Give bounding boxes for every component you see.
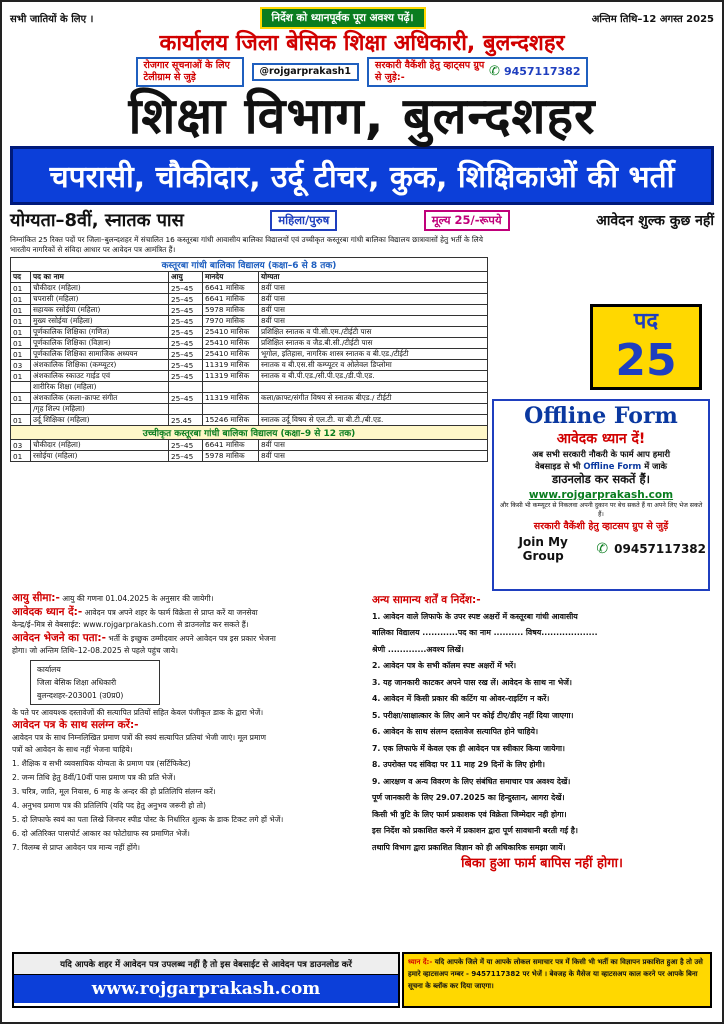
table-cell: [259, 382, 488, 393]
table-row: [11, 360, 488, 371]
list-item: 1. आवेदन वाले लिफाफे के उपर स्पष्ट अक्षरों में कस्तूरबा गांधी आवासीय: [372, 611, 578, 621]
send-text1: भर्ती के इच्छुक उम्मीदवार अपने आवेदन पत्र इस प्रकार भेजना: [108, 633, 276, 643]
docs-intro1: आवेदन पत्र के साथ निम्नलिखित प्रमाण पत्रों की स्वयं सत्यापित प्रतियां भेजी जाएं। मूल प्रमाण: [12, 732, 266, 742]
list-item: 7. विलम्ब से प्राप्त आवेदन पत्र मान्य नहीं होंगे।: [12, 842, 141, 852]
telegram-label: रोजगार सूचनाओं के लिए टेलीग्राम से जुड़े: [143, 60, 230, 83]
offline-tiny: और किसी भी कम्प्यूटर से निकलवा अपनी दुकान पर बेच सकते हैं या अपने लिए भेज सकते हैं।: [499, 502, 703, 518]
table-cell: 01: [11, 305, 31, 316]
table-cell: 25–45: [169, 305, 203, 316]
gender-tag: महिला/पुरुष: [270, 210, 337, 231]
age-text: आयु की गणना 01.04.2025 के अनुसार की जायेगी।: [62, 594, 214, 603]
table-row: [11, 338, 488, 349]
list-item: 9. आरक्षण व अन्य विवरण के लिए संबंधित समाचार पत्र अवश्य देखें।: [372, 776, 571, 786]
list-item: 1. शैक्षिक व सभी व्यवसायिक योग्यता के प्रमाण पत्र (सर्टिफिकेट): [12, 758, 191, 768]
table-cell: 25410 मासिक: [203, 349, 259, 360]
col-header: पद: [11, 272, 31, 283]
addr-line: कार्यालय: [37, 664, 61, 674]
table-cell: चौकीदार (महिला): [31, 440, 169, 451]
col-header: आयु: [169, 272, 203, 283]
table-cell: [169, 404, 203, 415]
table-cell: 25–45: [169, 294, 203, 305]
table-cell: 6641 मासिक: [203, 283, 259, 294]
footer-url[interactable]: www.rojgarprakash.com: [14, 975, 398, 1003]
intro-text: निम्नांकित 25 रिक्त पदों पर जिला–बुलन्दशहर में संचालित 16 कस्तूरबा गांधी आवासीय बालिका विद्यालयों एवं उच्चीकृत कस्तूरबा गांधी बालिका विद्यालय छात्रावासों हेतु भर्ती के लिये भारतीय नागरिकों से संविदा आधार पर आवेदन पत्र आमंत्रित हैं।: [10, 235, 483, 254]
offline-whatsapp: सरकारी वैकेंशी हेतु व्हाटसप ग्रुप से जुड़ें: [533, 521, 669, 532]
table-row: [11, 349, 488, 360]
post-count-box: [590, 304, 702, 390]
list-item: 7. एक लिफाफे में केवल एक ही आवेदन पत्र स्वीकार किया जायेगा।: [372, 743, 565, 753]
conditions-list: [372, 609, 712, 857]
address-box: [30, 660, 160, 705]
table-cell: 01: [11, 451, 31, 462]
list-item: 6. दो अतिरिक्त पासपोर्ट आकार का फोटोग्राफ स्व प्रमाणित भेजें।: [12, 828, 190, 838]
table-row: [11, 404, 488, 415]
conditions-title: अन्य सामान्य शर्तें व निर्देश:-: [372, 594, 481, 606]
table-cell: 01: [11, 393, 31, 404]
no-return-notice: बिका हुआ फार्म बापिस नहीं होगा।: [461, 856, 623, 871]
table-row: [11, 283, 488, 294]
table-cell: सहायक रसोईया (महिला): [31, 305, 169, 316]
offline-line1: अब सभी सरकारी नौकरी के फार्म आप हमारी: [531, 449, 671, 459]
table-cell: स्नातक उर्दू विषय से एल.टी. या बी.टी./बी.एड.: [259, 415, 488, 426]
top-bar: [10, 6, 714, 30]
table-cell: स्नातक व बी.एस.सी कम्प्यूटर व ओलेवल डिप्लोमा: [259, 360, 488, 371]
table-cell: 6641 मासिक: [203, 294, 259, 305]
table-cell: 7970 मासिक: [203, 316, 259, 327]
table-cell: 03: [11, 440, 31, 451]
table-cell: पूर्णकालिक शिक्षिका सामाजिक अध्ययन: [31, 349, 169, 360]
table-cell: अंशकालिक (कला–क्राफ्ट संगीत: [31, 393, 169, 404]
table-row: [11, 415, 488, 426]
table-row: [11, 451, 488, 462]
table-cell: 03: [11, 360, 31, 371]
whatsapp-label: सरकारी वैकेंशी हेतु व्हाट्सप ग्रुप से जुड़े:-: [375, 60, 485, 83]
docs-label: आवेदन पत्र के साथ सलंग्न करें:-: [12, 719, 139, 731]
table-cell: 25–45: [169, 360, 203, 371]
whatsapp-number: 9457117382: [503, 65, 581, 78]
list-item: किसी भी त्रुटि के लिए फार्म प्रकाशक एवं विक्रेता जिम्मेदार नही होगा।: [372, 809, 567, 819]
table-cell: 25–45: [169, 393, 203, 404]
offline-line2a: वेबसाइड से भी: [535, 461, 584, 471]
qualification: योग्यता–8वीं, स्नातक पास: [10, 210, 184, 231]
table-cell: 11319 मासिक: [203, 393, 259, 404]
table-row: [11, 316, 488, 327]
offline-line2b: Offline Form: [583, 461, 642, 471]
table-cell: शारीरिक शिक्षा (महिला): [31, 382, 169, 393]
table-cell: चौकीदार (महिला): [31, 283, 169, 294]
table-cell: 25.45: [169, 415, 203, 426]
list-item: 2. जन्म तिथि हेतु 8वीं/10वीं पास प्रमाण पत्र की प्रति भेजें।: [12, 772, 176, 782]
offline-attention: आवेदक ध्यान दें!: [556, 431, 646, 447]
col-header: योग्यता: [259, 272, 488, 283]
table-cell: पूर्णकालिक शिक्षिका (विज्ञान): [31, 338, 169, 349]
attn-text1: आवेदन पत्र अपने शहर के फार्म विक्रेता से प्राप्त करें या जनसेवा: [84, 607, 258, 617]
table-cell: पूर्णकालिक शिक्षिका (गणित): [31, 327, 169, 338]
posts-banner: चपरासी, चौकीदार, उर्दू टीचर, कुक, शिक्षिकाओं की भर्ती: [10, 146, 714, 205]
table-cell: 11319 मासिक: [203, 360, 259, 371]
post-count-number: 25: [615, 335, 677, 386]
list-item: 3. यह जानकारी काटकर अपने पास रख लें। आवेदन के साथ ना भेजें।: [372, 677, 572, 687]
table-cell: स्नातक व बी.पी.एड./सी.पी.एड./डी.पी.एड.: [259, 371, 488, 382]
table-cell: 11319 मासिक: [203, 371, 259, 382]
list-item: 2. आवेदन पत्र के सभी कॉलम स्पष्ट अक्षरों में भरें।: [372, 661, 517, 670]
list-item: 5. दो लिफाफे स्वयं का पता लिखे जिनपर स्पीड पोस्ट के निर्धारित शुल्क के डाक टिकट लगे हों भेजें।: [12, 814, 284, 824]
table-cell: 25–45: [169, 327, 203, 338]
for-all-castes: सभी जातियों के लिए ।: [10, 14, 94, 25]
docs-intro2: पत्रों को आवेदन के साथ नहीं भेजना चाहिये।: [12, 745, 133, 754]
department-title: शिक्षा विभाग, बुलन्दशहर: [128, 87, 596, 145]
table1-title: कस्तूरबा गांधी बालिका विद्यालय (कक्षा–6 से 8 तक): [11, 258, 488, 272]
table-cell: प्रशिक्षित स्नातक व जैड.बी.सी./टीईटी पास: [259, 338, 488, 349]
left-column: [12, 592, 364, 873]
col-header: मानदेय: [203, 272, 259, 283]
table-row: [11, 393, 488, 404]
age-label: आयु सीमा:-: [12, 592, 60, 604]
table2-title: उच्चीकृत कस्तूरबा गांधी बालिका विद्यालय (कक्षा–9 से 12 तक): [11, 426, 488, 440]
list-item: 6. आवेदन के साथ संलग्न दस्तावेज सत्यापित होने चाहिये।: [372, 727, 539, 736]
table-cell: 01: [11, 283, 31, 294]
table-cell: कला/क्राफ्ट/संगीत विषय से स्नातक बीएड./ टीईटी: [259, 393, 488, 404]
table2-body: [11, 440, 488, 462]
table-cell: 15246 मासिक: [203, 415, 259, 426]
list-item: 4. अनुभव प्रमाण पत्र की प्रतिलिपि (यदि पद हेतु अनुभव जरूरी हो तो): [12, 800, 206, 810]
telegram-handle[interactable]: @rojgarprakash1: [252, 63, 360, 81]
table-cell: [203, 404, 259, 415]
footer-notice-label: ध्यान दें:-: [408, 958, 433, 966]
table-row: [11, 382, 488, 393]
table-cell: भूगोल, इतिहास, नागरिक शास्त्र स्नातक व बी.एड./टीईटी: [259, 349, 488, 360]
table-cell: [259, 404, 488, 415]
last-date: अन्तिम तिथि–12 अगस्त 2025: [591, 14, 714, 25]
table-cell: 8वीं पास: [259, 305, 488, 316]
table-cell: चपरासी (महिला): [31, 294, 169, 305]
offline-title: Offline Form: [524, 403, 678, 429]
right-column: [372, 592, 712, 873]
read-instructions-banner: निर्देश को ध्यानपूर्वक पूरा अवश्य पढ़ें।: [260, 7, 426, 29]
post-count-label: पद: [633, 309, 659, 334]
offline-line2c: में जाके: [641, 461, 667, 471]
table-cell: 25–45: [169, 316, 203, 327]
offline-download: डाउनलोड कर सकतें हैं।: [552, 472, 650, 486]
table-cell: 25410 मासिक: [203, 327, 259, 338]
table-cell: 01: [11, 415, 31, 426]
table-row: [11, 294, 488, 305]
table-cell: 8वीं पास: [259, 283, 488, 294]
table-cell: 5978 मासिक: [203, 451, 259, 462]
table-cell: [11, 382, 31, 393]
table-cell: 01: [11, 371, 31, 382]
table-cell: 25–45: [169, 371, 203, 382]
list-item: तथापि विभाग द्वारा प्रकाशित विज्ञान को ही अधिकारिक समझा जायें।: [372, 842, 566, 852]
offline-join[interactable]: Join My Group: [518, 535, 568, 563]
footer-download: [12, 952, 400, 1008]
list-item: इस निर्देश को प्रकाशित करने में प्रकाशन द्वारा पूर्ण सावधानी बरती गई है।: [372, 826, 578, 835]
table-cell: [203, 382, 259, 393]
list-item: श्रेणी .............अवश्य लिखें।: [372, 644, 464, 654]
table-cell: 01: [11, 349, 31, 360]
whatsapp-icon: ✆: [596, 541, 609, 557]
table-cell: 8वीं पास: [259, 316, 488, 327]
table-cell: 25410 मासिक: [203, 338, 259, 349]
list-item: 5. परीक्षा/साक्षात्कार के लिए आने पर कोई टीए/डीए नहीं दिया जाएगा।: [372, 710, 574, 720]
offline-form-box: [492, 399, 710, 591]
table-cell: मुख्य रसोईया (महिला): [31, 316, 169, 327]
table-cell: 25–45: [169, 338, 203, 349]
list-item: 8. उपरोक्त पद संविदा पर 11 माह 29 दिनों के लिए होगी।: [372, 760, 545, 769]
table1-body: [11, 283, 488, 426]
table-cell: 01: [11, 316, 31, 327]
list-item: बालिका विद्यालय ............पद का नाम .......... विषय...................: [372, 628, 598, 637]
whatsapp-box[interactable]: [367, 57, 588, 87]
send-text2: होगा। जो अन्तिम तिथि–12-08.2025 से पहले पहुंच जाये।: [12, 646, 178, 655]
footer-notice: [402, 952, 712, 1008]
send-label: आवेदन भेजने का पता:-: [12, 631, 106, 644]
table-cell: 8वीं पास: [259, 451, 488, 462]
fee-text: आवेदन शुल्क कुछ नहीं: [596, 212, 714, 229]
telegram-box[interactable]: [136, 57, 244, 87]
table-cell: 01: [11, 327, 31, 338]
table-cell: [169, 382, 203, 393]
table-cell: /गृह शिल्प (महिला): [31, 404, 169, 415]
table-row: [11, 371, 488, 382]
price-tag: मूल्य 25/-रूपये: [424, 210, 510, 231]
table-cell: [11, 404, 31, 415]
table-cell: 25–45: [169, 451, 203, 462]
table-cell: 25–45: [169, 283, 203, 294]
table-row: [11, 305, 488, 316]
table-header: [11, 272, 488, 283]
docs-list: [12, 757, 364, 855]
addr-line: जिला बेसिक शिक्षा अधिकारी: [37, 677, 117, 687]
addr-line: बुलन्दशहर-203001 (उ0प्र0): [37, 690, 124, 700]
attn-label: आवेदक ध्यान दें:-: [12, 605, 83, 618]
list-item: 3. चरित्र, जाति, मूल निवास, 6 माह के अन्दर की हो प्रतिलिपि संलग्न करें।: [12, 786, 216, 796]
table-row: [11, 327, 488, 338]
table-cell: उर्दू शिक्षिका (महिला): [31, 415, 169, 426]
posts-table: [10, 257, 488, 462]
office-title: कार्यालय जिला बेसिक शिक्षा अधिकारी, बुलन्दशहर: [159, 31, 565, 56]
table-cell: 5978 मासिक: [203, 305, 259, 316]
table-cell: 01: [11, 294, 31, 305]
offline-number: 09457117382: [614, 542, 706, 556]
offline-url[interactable]: www.rojgarprakash.com: [528, 489, 674, 501]
table-cell: 25–45: [169, 349, 203, 360]
table-cell: 6641 मासिक: [203, 440, 259, 451]
col-header: पद का नाम: [31, 272, 169, 283]
list-item: पूर्ण जानकारी के लिए 29.07.2025 का हिन्दुस्तान, आगरा देखें।: [372, 793, 565, 802]
whatsapp-icon: ✆: [489, 64, 500, 79]
table-cell: 8वीं पास: [259, 440, 488, 451]
qualification-row: [10, 205, 714, 235]
send-after: के पते पर आवयश्क दस्तावेजों की सत्यापित प्रतियों सहित केवल पंजीकृत डाक के द्वारा भेजें।: [12, 707, 264, 717]
table-cell: 25–45: [169, 440, 203, 451]
list-item: 4. आवेदन में किसी प्रकार की कटिंग या ओवर-राइटिंग न करें।: [372, 694, 550, 703]
offline-line2: [496, 460, 706, 472]
footer-line1: यदि आपके शहर में आवेदन पत्र उपलब्ध नहीं है तो इस वेबसाईट से आवेदन पत्र डाउनलोड करें: [14, 954, 398, 975]
table-row: [11, 440, 488, 451]
offline-join-row: [496, 535, 706, 563]
table-cell: 01: [11, 338, 31, 349]
table-cell: रसोईया (महिला): [31, 451, 169, 462]
social-row: [10, 58, 714, 86]
table-cell: अंशकालिक स्काउट गाईड एवं: [31, 371, 169, 382]
table-cell: अंशकालिक शिक्षिका (कम्प्यूटर): [31, 360, 169, 371]
footer-notice-text: यदि आपके जिले में या आपके लोकल समाचार पत्र में किसी भी भर्ती का विज्ञापन प्रकाशित हुआ है तो उसे हमारे व्हाटसअप नम्बर - 9457117382 पर भेजें । बेवजह के मैसेज या व्हाटसअप काल करने पर आपके बिना सूचना के ब्लॉक कर दिया जाएगा।: [408, 958, 703, 990]
table-cell: 8वीं पास: [259, 294, 488, 305]
lower-section: [12, 592, 712, 873]
table-cell: प्रशिक्षित स्नातक व पी.सी.एम./टीईटी पास: [259, 327, 488, 338]
attn-text2: केन्द्र/ई–मित्र से वेबसाईट: www.rojgarprakash.com से डाउनलोड कर सकते हैं।: [12, 620, 249, 629]
